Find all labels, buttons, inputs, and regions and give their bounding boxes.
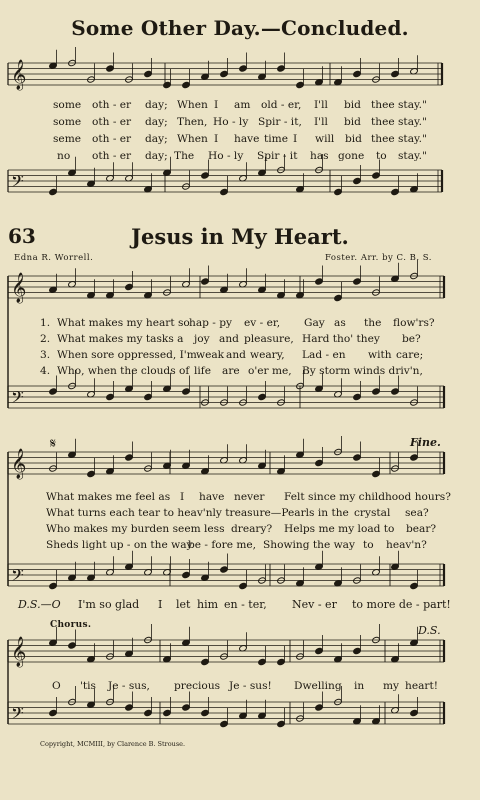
lyric: Ho - ly — [213, 116, 249, 128]
segno-sign: 𝄋 — [50, 436, 57, 452]
bass-clef: 𝄢 — [11, 387, 24, 411]
note-head — [144, 709, 153, 716]
lyric: bid — [344, 116, 361, 128]
lyric: I'll — [314, 99, 328, 111]
lyric: no — [57, 150, 71, 162]
lyric: are — [222, 365, 240, 377]
lyric: I — [214, 133, 219, 145]
lyric: o'er me, — [248, 365, 292, 377]
lyric: I'll — [314, 116, 328, 128]
note-head — [372, 172, 381, 179]
lyric: I — [180, 491, 185, 503]
lyric: my — [383, 680, 400, 692]
ds-mark: D.S. — [418, 624, 441, 637]
treble-clef: 𝄞 — [11, 449, 27, 479]
lyric: care; — [396, 349, 424, 361]
lyric: to — [376, 150, 387, 162]
hymn-number: 63 — [8, 224, 36, 248]
verse-3-line-1 — [0, 349, 480, 363]
lyric: stay." — [398, 116, 427, 128]
note-head — [277, 658, 286, 665]
lyric: What makes my heart so — [57, 317, 190, 329]
note-head — [239, 65, 248, 72]
ds-lyric-line — [0, 598, 480, 612]
lyric: has — [310, 150, 329, 162]
lyric: to more de - part! — [352, 598, 451, 611]
lyric: Nev - er — [292, 598, 337, 611]
lyric: with — [368, 349, 392, 361]
verse-2-line-2 — [0, 507, 480, 521]
lyric: I — [158, 598, 163, 611]
lyric: Spir - it, — [258, 116, 302, 128]
lyric: thee — [371, 133, 395, 145]
lyric: life — [194, 365, 211, 377]
note-head — [353, 177, 362, 184]
note-head — [258, 658, 267, 665]
lyric: have — [199, 491, 225, 503]
ds-label: D.S.—O — [18, 598, 61, 611]
note-head — [182, 81, 191, 88]
top-verse-2 — [0, 116, 480, 130]
lyric: oth - er — [92, 116, 132, 128]
note-head — [277, 720, 286, 727]
top-verse-3 — [0, 133, 480, 147]
note-head — [106, 65, 115, 72]
note-head — [315, 647, 324, 654]
lyric: thee — [371, 116, 395, 128]
note-head — [163, 81, 172, 88]
lyric: The — [174, 150, 195, 162]
treble-clef: 𝄞 — [11, 60, 27, 90]
note-head — [182, 704, 191, 711]
lyric: stay." — [398, 99, 427, 111]
lyric: When — [177, 99, 208, 111]
lyric: seme — [53, 133, 82, 145]
lyric: to — [363, 539, 374, 551]
lyric: weary, — [250, 349, 285, 361]
note-head — [49, 188, 58, 195]
lyric: am — [234, 99, 251, 111]
note-head — [49, 582, 58, 589]
lyric: have — [234, 133, 260, 145]
note-head — [315, 459, 324, 466]
note-head — [410, 454, 419, 461]
note-head — [220, 188, 229, 195]
note-head — [410, 709, 419, 716]
verse-number: 4. — [40, 365, 51, 377]
lyric: I'm so glad — [78, 598, 140, 611]
lyric: Hard tho' they — [302, 333, 380, 345]
note-head — [182, 388, 191, 395]
lyric: and — [219, 333, 239, 345]
lyric: heav'n? — [386, 539, 427, 551]
lyric: Je - sus, — [108, 680, 150, 692]
lyric: day; — [145, 116, 168, 128]
treble-clef: 𝄞 — [11, 273, 27, 303]
verse-2-line-1 — [0, 333, 480, 347]
lyric: flow'rs? — [393, 317, 435, 329]
note-head — [353, 454, 362, 461]
note-head — [182, 571, 191, 578]
top-verse-4 — [0, 150, 480, 164]
verse-3-line-2 — [0, 523, 480, 537]
lyric: some — [53, 99, 82, 111]
verse-1-line-1 — [0, 317, 480, 331]
lyric: stay." — [398, 150, 427, 162]
lyric: en - ter, — [224, 598, 267, 611]
note-head — [220, 566, 229, 573]
note-head — [353, 278, 362, 285]
lyric: 'tis — [80, 680, 96, 692]
note-head — [239, 582, 248, 589]
lyric: day; — [145, 150, 168, 162]
lyric: What makes my tasks a — [57, 333, 184, 345]
note-head — [106, 393, 115, 400]
lyric: him — [197, 598, 219, 611]
lyric: day; — [145, 99, 168, 111]
lyric: gone — [338, 150, 365, 162]
note-head — [277, 65, 286, 72]
note-head — [87, 470, 96, 477]
chorus-lyric-line — [0, 680, 480, 694]
note-head — [353, 70, 362, 77]
note-head — [391, 70, 400, 77]
lyric: Showing the way — [263, 539, 355, 551]
lyric: sea? — [405, 507, 429, 519]
lyric: time — [264, 133, 288, 145]
lyric: oth - er — [92, 99, 132, 111]
lyric: Lad - en — [302, 349, 346, 361]
lyric: crystal — [354, 507, 391, 519]
bass-clef: 𝄢 — [11, 565, 24, 589]
lyric: ev - er, — [244, 317, 281, 329]
note-head — [201, 278, 210, 285]
note-head — [163, 709, 172, 716]
lyric: as — [334, 317, 346, 329]
lyric: and — [226, 349, 246, 361]
lyric: Helps me my load to — [284, 523, 395, 535]
note-head — [201, 709, 210, 716]
lyric: be - fore me, — [188, 539, 257, 551]
lyric: oth - er — [92, 150, 132, 162]
lyric: I — [293, 133, 298, 145]
note-head — [125, 704, 134, 711]
lyric: bid — [345, 133, 362, 145]
note-head — [353, 647, 362, 654]
lyric: Ho - ly — [208, 150, 244, 162]
lyric: When — [177, 133, 208, 145]
top-verse-1 — [0, 99, 480, 113]
note-head — [315, 278, 324, 285]
lyric: hap - py — [189, 317, 233, 329]
lyric: weak — [196, 349, 225, 361]
note-head — [144, 393, 153, 400]
lyric: precious — [174, 680, 221, 692]
lyric: Who makes my burden seem less — [46, 523, 225, 535]
note-head — [410, 582, 419, 589]
lyric: heart! — [405, 680, 438, 692]
verse-1-line-2 — [0, 491, 480, 505]
lyric: What turns each tear to heav'nly treasure—Pearls in the — [46, 507, 349, 519]
lyric: Who, when the clouds of — [57, 365, 190, 377]
fine-mark: Fine. — [410, 436, 441, 449]
verse-4-line-1 — [0, 365, 480, 379]
lyric: By storm winds driv'n, — [302, 365, 423, 377]
note-head — [391, 188, 400, 195]
lyric: Then, — [177, 116, 208, 128]
note-head — [201, 658, 210, 665]
note-head — [220, 720, 229, 727]
lyric: Sheds light up - on the way — [46, 539, 193, 551]
note-head — [334, 188, 343, 195]
verse-number: 2. — [40, 333, 51, 345]
lyric: the — [364, 317, 382, 329]
note-head — [125, 283, 134, 290]
lyric: What makes me feel as — [46, 491, 171, 503]
lyric: stay." — [398, 133, 427, 145]
verse-4-line-2 — [0, 539, 480, 553]
lyric: pleasure, — [244, 333, 294, 345]
lyric: Dwelling — [294, 680, 342, 692]
note-head — [125, 454, 134, 461]
bass-clef: 𝄢 — [11, 703, 24, 727]
note-head — [353, 393, 362, 400]
note-head — [315, 704, 324, 711]
note-head — [49, 709, 58, 716]
lyric: oth - er — [92, 133, 132, 145]
note-head — [334, 294, 343, 301]
lyric: dreary? — [231, 523, 273, 535]
lyric: let — [176, 598, 191, 611]
bass-clef: 𝄢 — [11, 171, 24, 195]
lyric: will — [315, 133, 335, 145]
hymn-composer: Foster. Arr. by C. B. S. — [324, 253, 432, 263]
lyric: Je - sus! — [229, 680, 272, 692]
hymn-title: Jesus in My Heart. — [131, 224, 349, 249]
note-head — [201, 172, 210, 179]
lyric: thee — [371, 99, 395, 111]
hymn-author: Edna R. Worrell. — [14, 253, 94, 263]
lyric: Spir - it — [257, 150, 298, 162]
note-head — [391, 388, 400, 395]
note-head — [144, 70, 153, 77]
lyric: bid — [344, 99, 361, 111]
lyric: be? — [402, 333, 421, 345]
treble-clef: 𝄞 — [11, 637, 27, 667]
lyric: joy — [194, 333, 210, 345]
lyric: O — [52, 680, 61, 692]
lyric: Gay — [304, 317, 325, 329]
copyright-notice: Copyright, MCMIII, by Clarence B. Strouse. — [40, 740, 186, 748]
note-head — [372, 470, 381, 477]
lyric: in — [354, 680, 365, 692]
note-head — [296, 81, 305, 88]
verse-number: 1. — [40, 317, 51, 329]
chorus-label: Chorus. — [50, 620, 92, 630]
lyric: never — [234, 491, 265, 503]
note-head — [220, 70, 229, 77]
note-head — [49, 388, 58, 395]
note-head — [68, 642, 77, 649]
lyric: Felt since my childhood hours? — [284, 491, 451, 503]
lyric: some — [53, 116, 82, 128]
lyric: bear? — [406, 523, 437, 535]
lyric: I — [214, 99, 219, 111]
verse-number: 3. — [40, 349, 51, 361]
note-head — [258, 393, 267, 400]
lyric: old - er, — [261, 99, 302, 111]
note-head — [372, 388, 381, 395]
lyric: day; — [145, 133, 168, 145]
lyric: When sore oppressed, I'm — [57, 349, 197, 361]
continuation-title: Some Other Day.—Concluded. — [71, 16, 409, 40]
